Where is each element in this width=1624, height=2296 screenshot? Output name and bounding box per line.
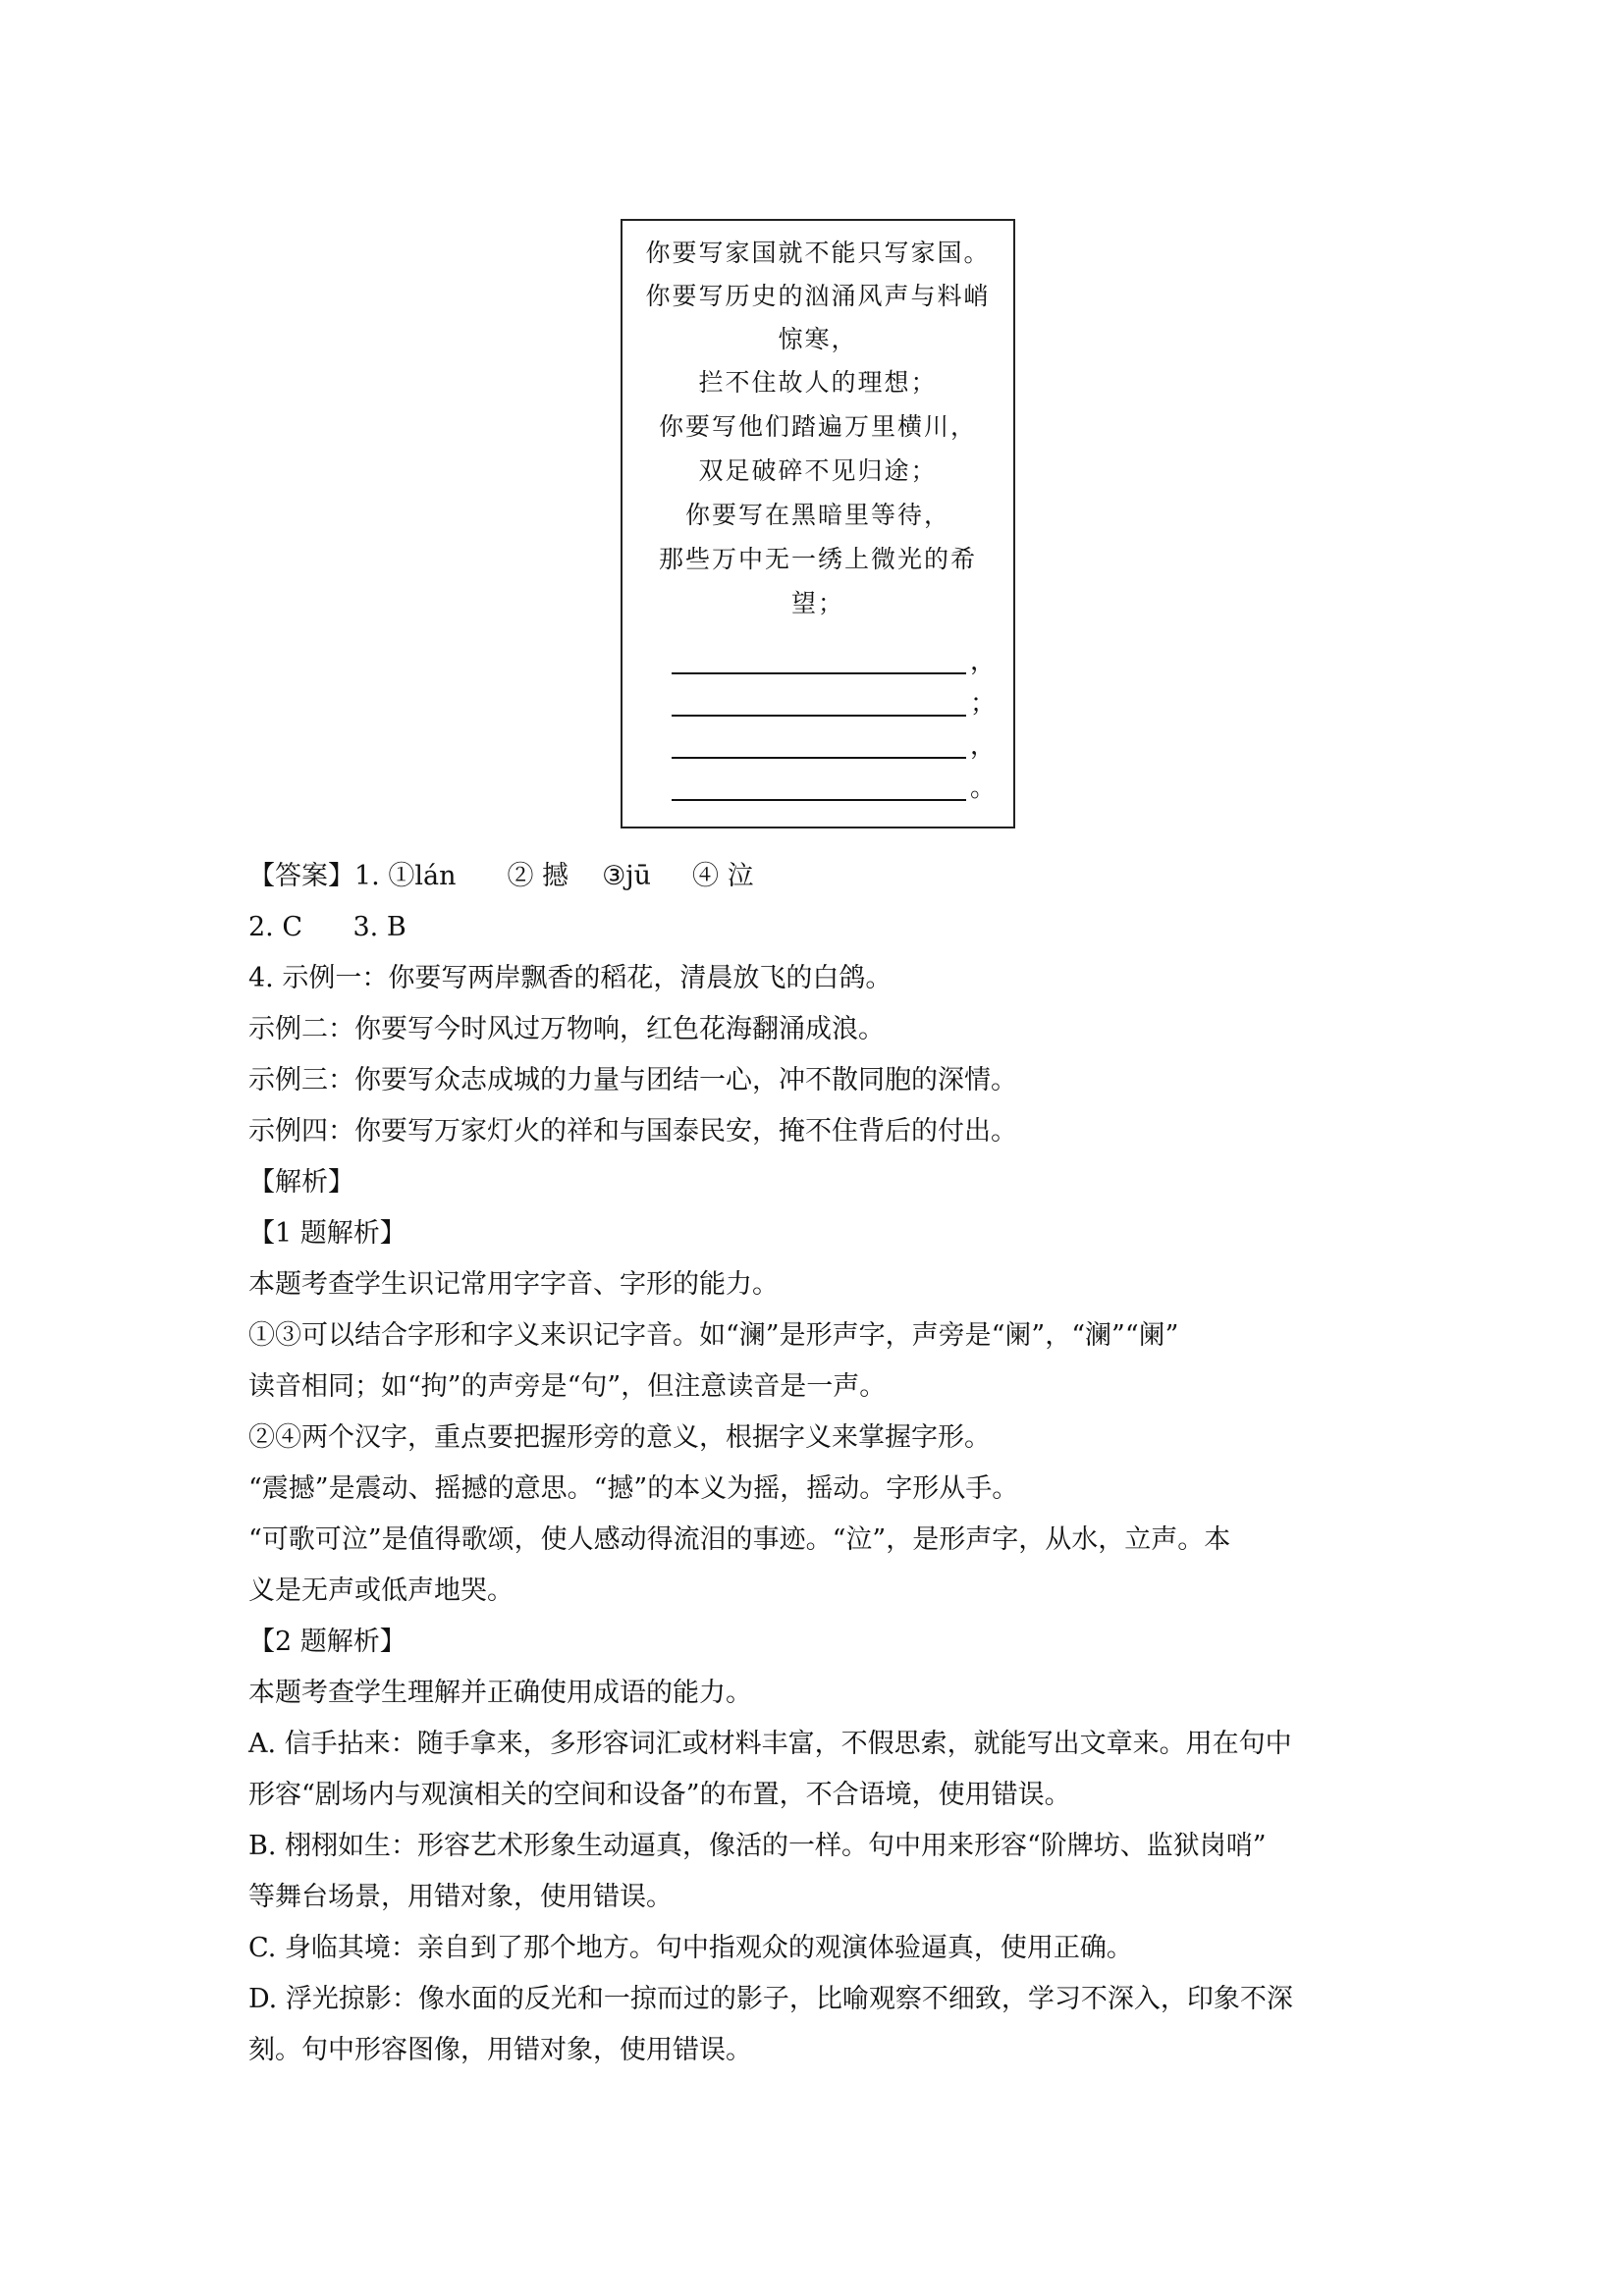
fill-blank-line[interactable] <box>672 689 997 724</box>
poem-line: 你要写家国就不能只写家国。 <box>645 239 991 267</box>
poem-line: 你要写在黑暗里等待， <box>684 501 950 529</box>
answer-label: 【答案】1. ①lán <box>248 861 457 891</box>
q1-analysis-line: “震撼”是震动、摇撼的意思。“撼”的本义为摇，摇动。字形从手。 <box>248 1473 1019 1504</box>
answer-item-2: ② 撼 <box>507 861 569 891</box>
q1-analysis-line: 义是无声或低声地哭。 <box>248 1575 514 1606</box>
q2-analysis-line: D. 浮光掠影：像水面的反光和一掠而过的影子，比喻观察不细致，学习不深入，印象不深 <box>248 1984 1293 2014</box>
answer-line-1 <box>248 860 754 893</box>
poem-line: 惊寒， <box>778 325 858 353</box>
blank-underline <box>672 737 966 759</box>
answer-item-3: ③jū <box>602 861 652 891</box>
q1-analysis-line: 读音相同；如“拘”的声旁是“句”，但注意读音是一声。 <box>248 1371 887 1402</box>
blank-punctuation: ， <box>970 731 997 761</box>
blank-underline <box>672 653 966 674</box>
blank-underline <box>672 779 966 801</box>
poem-line: 拦不住故人的理想； <box>698 368 938 397</box>
q2-analysis-line: A. 信手拈来：随手拿来，多形容词汇或材料丰富，不假思索，就能写出文章来。用在句中 <box>248 1729 1292 1759</box>
q1-analysis-line: ①③可以结合字形和字义来识记字音。如“澜”是形声字，声旁是“阑”，“澜”“阑” <box>248 1320 1179 1351</box>
blank-punctuation: ， <box>970 647 997 676</box>
answer-line-2: 2. C 3. B <box>248 912 406 942</box>
q2-analysis-line: 刻。句中形容图像，用错对象，使用错误。 <box>248 2035 752 2065</box>
answer-q4-line: 4. 示例一：你要写两岸飘香的稻花，清晨放飞的白鸽。 <box>248 963 893 993</box>
q2-analysis-line: 等舞台场景，用错对象，使用错误。 <box>248 1882 673 1912</box>
q1-analysis-header: 【1 题解析】 <box>248 1218 406 1249</box>
poem-line: 你要写他们踏遍万里横川， <box>658 412 977 441</box>
poem-box <box>621 219 1015 828</box>
blank-punctuation: ； <box>970 689 997 719</box>
q2-analysis-header: 【2 题解析】 <box>248 1627 406 1657</box>
q1-analysis-line: ②④两个汉字，重点要把握形旁的意义，根据字义来掌握字形。 <box>248 1422 991 1453</box>
fill-blank-line[interactable] <box>672 774 997 809</box>
fill-blank-line[interactable] <box>672 731 997 767</box>
answer-q4-line: 示例三：你要写众志成城的力量与团结一心，冲不散同胞的深情。 <box>248 1065 1017 1095</box>
analysis-header: 【解析】 <box>248 1167 354 1198</box>
blank-underline <box>672 695 966 717</box>
q2-analysis-line: B. 栩栩如生：形容艺术形象生动逼真，像活的一样。句中用来形容“阶牌坊、监狱岗哨” <box>248 1831 1267 1861</box>
poem-line: 你要写历史的汹涌风声与料峭 <box>645 282 991 310</box>
answer-q4-line: 示例二：你要写今时风过万物响，红色花海翻涌成浪。 <box>248 1014 885 1044</box>
answer-item-4: ④ 泣 <box>692 861 754 891</box>
poem-line: 那些万中无一绣上微光的希 <box>658 545 977 573</box>
poem-line: 双足破碎不见归途； <box>698 456 938 485</box>
fill-blank-line[interactable] <box>672 647 997 682</box>
poem-line: 望； <box>790 589 844 617</box>
q1-analysis-line: 本题考查学生识记常用字字音、字形的能力。 <box>248 1269 779 1300</box>
blank-punctuation: 。 <box>970 774 997 803</box>
q1-analysis-line: “可歌可泣”是值得歌颂，使人感动得流泪的事迹。“泣”，是形声字，从水，立声。本 <box>248 1524 1231 1555</box>
answer-q4-line: 示例四：你要写万家灯火的祥和与国泰民安，掩不住背后的付出。 <box>248 1116 1017 1147</box>
q2-analysis-line: 形容“剧场内与观演相关的空间和设备”的布置，不合语境，使用错误。 <box>248 1780 1071 1810</box>
q2-analysis-line: C. 身临其境：亲自到了那个地方。句中指观众的观演体验逼真，使用正确。 <box>248 1933 1133 1963</box>
q2-analysis-line: 本题考查学生理解并正确使用成语的能力。 <box>248 1678 752 1708</box>
